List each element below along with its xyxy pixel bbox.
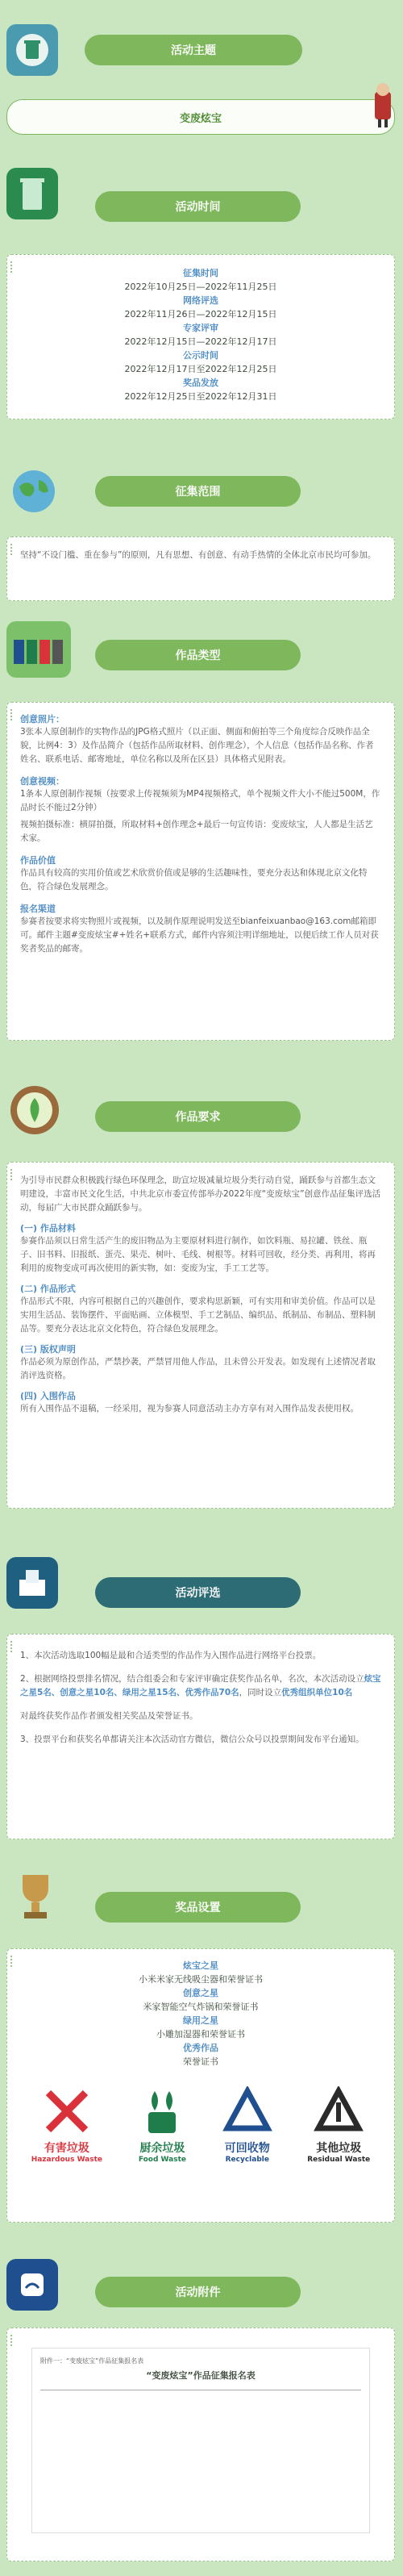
schedule-range-1: 2022年10月25日—2022年11月25日 bbox=[124, 282, 277, 292]
video-title: 创意视频： bbox=[20, 776, 64, 787]
req-s4-text: 所有入围作品不退稿，一经采用，视为参赛人同意活动主办方享有对入围作品发表使用权。 bbox=[20, 1404, 359, 1413]
globe-icon bbox=[8, 466, 60, 517]
trophy-icon bbox=[11, 1870, 60, 1923]
review-p3: 对最终获奖作品作者颁发相关奖品及荣誉证书。 bbox=[20, 1711, 198, 1721]
recyclable-icon bbox=[222, 2086, 272, 2136]
bin-en-3: Recyclable bbox=[225, 2156, 269, 2164]
attachment-icon bbox=[16, 2269, 48, 2301]
value-text: 作品具有较高的实用价值或艺术欣赏价值或是够的生活趣味性，要充分表达和体现北京文化特色，符合绿色发展理念。 bbox=[20, 868, 368, 891]
section-attach-label: 活动附件 bbox=[95, 2277, 301, 2307]
bin-cn-1: 有害垃圾 bbox=[44, 2142, 89, 2155]
award-desc-4: 荣誉证书 bbox=[183, 2056, 218, 2067]
attachment-title: “变废炫宝”作品征集报名表 bbox=[146, 2370, 256, 2381]
req-s2-title: (二) 作品形式 bbox=[20, 1284, 76, 1294]
review-p4: 3、投票平台和获奖名单都请关注本次活动官方微信，微信公众号以投票期间发布平台通知。 bbox=[20, 1735, 364, 1744]
theme-bar bbox=[6, 99, 395, 135]
schedule-range-3: 2022年12月15日—2022年12月17日 bbox=[124, 336, 277, 347]
theme-text: 变废炫宝 bbox=[179, 112, 222, 125]
award-desc-2: 米家智能空气炸锅和荣誉证书 bbox=[143, 2002, 259, 2012]
section-time-label: 活动时间 bbox=[95, 191, 301, 222]
scope-text: 坚持“不设门槛、重在参与”的原则，凡有思想、有创意、有动手热情的全体北京市民均可参加。 bbox=[20, 550, 376, 560]
ballot-box-icon bbox=[16, 1567, 48, 1599]
bin-cn-2: 厨余垃圾 bbox=[139, 2142, 185, 2155]
bin-recyclable bbox=[222, 2086, 272, 2164]
bin-residual bbox=[307, 2086, 370, 2164]
awards-card bbox=[6, 1948, 395, 2223]
video-text: 1条本人原创制作视频（按要求上传视频须为MP4视频格式，单个视频文件大小不能过500M，作品时长不能过2分钟） bbox=[20, 789, 380, 812]
schedule-stage-1: 征集时间 bbox=[183, 268, 218, 278]
bin-en-2: Food Waste bbox=[138, 2156, 186, 2164]
req-s1-title: (一) 作品材料 bbox=[20, 1223, 76, 1234]
award-title-1: 炫宝之星 bbox=[183, 1960, 218, 1971]
bin-cn-3: 可回收物 bbox=[224, 2142, 270, 2155]
bin-hazardous bbox=[31, 2086, 102, 2164]
section-theme-label: 活动主题 bbox=[85, 35, 302, 65]
bin-food bbox=[137, 2086, 187, 2164]
requirements-card bbox=[6, 1162, 395, 1509]
schedule-stage-5: 奖品发放 bbox=[183, 378, 218, 388]
bin-cn-4: 其他垃圾 bbox=[316, 2142, 362, 2155]
award-desc-1: 小米米家无线吸尘器和荣誉证书 bbox=[139, 1974, 263, 1985]
review-card bbox=[6, 1634, 395, 1839]
schedule-card bbox=[6, 254, 395, 420]
types-card bbox=[6, 702, 395, 1041]
schedule-range-4: 2022年12月17日至2022年12月25日 bbox=[124, 364, 277, 374]
award-title-2: 创意之星 bbox=[183, 1988, 218, 1998]
recycle-icon-tile bbox=[6, 24, 58, 76]
bin-en-1: Hazardous Waste bbox=[31, 2156, 103, 2164]
sorting-bins-icon bbox=[12, 633, 65, 666]
schedule-stage-2: 网络评选 bbox=[183, 295, 218, 306]
award-title-3: 绿用之星 bbox=[183, 2015, 218, 2026]
scope-card bbox=[6, 536, 395, 601]
section-type-label: 作品类型 bbox=[95, 640, 301, 670]
attachment-form-preview[interactable] bbox=[31, 2348, 370, 2533]
schedule-stage-3: 专家评审 bbox=[183, 323, 218, 333]
section-scope-label: 征集范围 bbox=[95, 476, 301, 507]
review-p2-awards: 炫宝之星5名、创意之星10名、绿用之星15名、优秀作品70名 bbox=[20, 1674, 381, 1697]
attachment-header: 附件一：“变废炫宝”作品征集报名表 bbox=[40, 2357, 144, 2365]
req-s4-title: (四) 入围作品 bbox=[20, 1391, 76, 1401]
review-p2-pre: 2、根据网络投票排名情况，结合组委会和专家评审确定获奖作品名单，名次，本次活动设立 bbox=[20, 1674, 364, 1684]
req-s2-text: 作品形式不限，内容可根据自己的兴趣创作，要求构思新颖，可有实用和审美价值。作品可以是实用生活品、装饰摆件、平面贴画、立体模型、手工艺制品、编织品、纸制品、布制品、塑料制品等。要充分表达北京文化特色，符合绿色发展理念。 bbox=[20, 1296, 376, 1334]
submit-title: 报名渠道 bbox=[20, 904, 56, 914]
recycle-icon bbox=[14, 31, 51, 69]
review-p1: 1、本次活动选取100幅是最和合适类型的作品作为入围作品进行网络平台投票。 bbox=[20, 1651, 322, 1660]
sorting-bins-icon-tile bbox=[6, 621, 71, 678]
review-p2-post: ，同时设立 bbox=[239, 1688, 282, 1697]
req-s3-text: 作品必须为原创作品，严禁抄袭，严禁冒用他人作品，且未曾公开发表。如发现有上述情况者取消评选资格。 bbox=[20, 1357, 376, 1380]
residual-waste-icon bbox=[314, 2086, 364, 2136]
photo-title: 创意照片： bbox=[20, 714, 64, 724]
review-p2-org: 优秀组织单位10名 bbox=[281, 1688, 353, 1697]
food-waste-icon bbox=[137, 2086, 187, 2136]
mascot-icon bbox=[367, 81, 399, 131]
trash-bin-icon bbox=[20, 176, 44, 211]
photo-text: 3张本人原创制作的实物作品的JPG格式照片（以正面、侧面和俯拍等三个角度综合反映作品全貌，比例4：3）及作品简介（包括作品所取材料、创作理念），个人信息（包括作品名称、作者姓名、联系电话、邮寄地址，单位名称以及所在区县）具体格式见附表。 bbox=[20, 727, 374, 764]
section-review-label: 活动评选 bbox=[95, 1577, 301, 1608]
req-s1-text: 参赛作品须以日常生活产生的废旧物品为主要原材料进行制作，如饮料瓶、易拉罐、铁丝、瓶子、旧书料、旧报纸、蛋壳、果壳、树叶、毛线、树根等。材料可回收，经分类、再利用，将再利用的废物变成可再次使用的新实物，如：变废为宝，手工工艺等。 bbox=[20, 1236, 376, 1273]
submit-text: 参赛者按要求将实物照片或视频，以及制作原理说明发送至bianfeixuanbao@163.com邮箱即可。邮件主题#变废炫宝#+姓名+联系方式，邮件内容须注明详细地址，以便后续工作人员对获奖者奖品的邮寄。 bbox=[20, 916, 379, 954]
value-title: 作品价值 bbox=[20, 855, 56, 866]
req-intro: 为引导市民群众积极践行绿色环保理念，助宣垃圾减量垃圾分类行动自觉，踊跃参与首都生态文明建设，丰富市民文化生活，中共北京市委宣传部举办2022年度“变废炫宝”创意作品征集评选活动，每届广大市民群众踊跃参与。 bbox=[20, 1175, 381, 1213]
bin-en-4: Residual Waste bbox=[307, 2156, 371, 2164]
section-req-label: 作品要求 bbox=[95, 1101, 301, 1132]
review-p2 bbox=[20, 1672, 381, 1700]
ballot-box-icon-tile bbox=[6, 1557, 58, 1609]
trash-bin-icon-tile bbox=[6, 168, 58, 219]
award-desc-3: 小雕加湿器和荣誉证书 bbox=[156, 2029, 245, 2040]
section-award-label: 奖品设置 bbox=[95, 1892, 301, 1923]
hazardous-waste-icon bbox=[42, 2086, 92, 2136]
award-title-4: 优秀作品 bbox=[183, 2043, 218, 2053]
schedule-range-5: 2022年12月25日至2022年12月31日 bbox=[124, 391, 277, 402]
attachment-card bbox=[6, 2328, 395, 2561]
leaf-badge-icon bbox=[8, 1083, 61, 1137]
schedule-stage-4: 公示时间 bbox=[183, 350, 218, 361]
req-s3-title: (三) 版权声明 bbox=[20, 1344, 76, 1355]
attachment-icon-tile bbox=[6, 2259, 58, 2311]
video-standard-text: 视频拍摄标准：横屏拍摄，所取材料+创作理念+最后一句宣传语：变废炫宝，人人都是生活艺术家。 bbox=[20, 820, 373, 843]
schedule-range-2: 2022年11月26日—2022年12月15日 bbox=[124, 309, 277, 319]
